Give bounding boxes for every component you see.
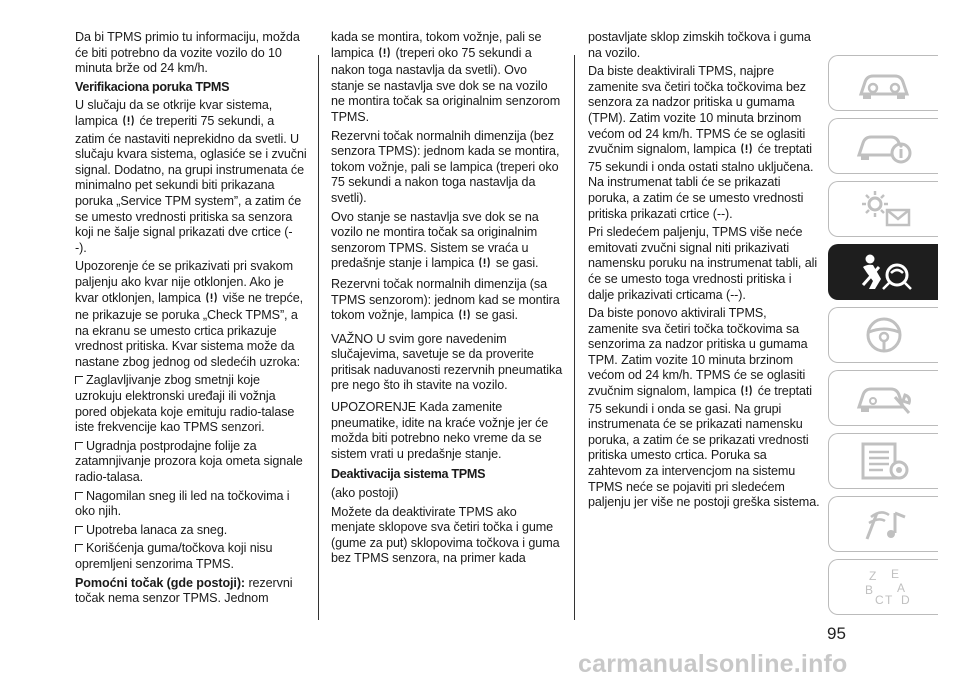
multimedia-icon [853,503,915,545]
section-heading-tpms-verification: Verifikaciona poruka TPMS [75,79,230,94]
chapter-tabs [828,55,938,622]
index-letter-d: D [900,593,910,607]
tpms-warning-icon [478,256,491,274]
section-heading-tpms-deactivation: Deaktivacija sistema TPMS [331,467,486,482]
index-letter-b: B [864,583,873,597]
index-letter-z: Z [868,569,876,583]
paragraph: U slučaju da se otkrije kvar sistema, lampica će treperiti 75 sekundi, a zatim će nastaviti neprekidno da svetli. U slučaju kvara sistema, oglasiće se i zvučni signal. Dodatno, na grupi instrumenata će minimalno pet sekundi biti prikazana poruka „Service TPM system”, a zatim će se umesto vrednosti pritiska sa senzora koji ne šalje signal prikazati dve crtice (- -). [75,98,307,255]
tab-multimedia[interactable] [828,496,938,552]
tab-safety[interactable] [828,244,938,300]
tab-driving[interactable] [828,307,938,363]
important-note: VAŽNO U svim gore navedenim slučajevima, savetuje se da proverite pritisak naduvanosti rezervnih pneumatika pre nego što ih stavite na vozilo. [331,331,563,393]
tpms-warning-icon [740,142,753,160]
tpms-warning-icon [458,308,471,326]
bullet-icon [75,442,83,450]
seatbelt-airbag-icon [853,251,915,293]
paragraph: Rezervni točak normalnih dimenzija (bez senzora TPMS): jednom kada se montira, tokom vožnje, pali se lampica (treperi oko 75 sekundi a nakon toga nastavlja da svetli). [331,128,560,205]
tpms-warning-icon [205,291,218,309]
bullet-item: Upotreba lanaca za sneg. [75,523,307,539]
bullet-item: Nagomilan sneg ili led na točkovima i oko njih. [75,488,290,519]
tab-maintenance[interactable] [828,433,938,489]
car-info-icon [853,125,915,167]
index-letter-a: A [896,581,905,595]
index-letter-e: E [890,567,899,581]
bullet-icon [75,544,83,552]
tpms-warning-icon [378,46,391,64]
steering-wheel-icon [853,314,915,356]
paragraph: Pomoćni točak (gde postoji): rezervni točak nema senzor TPMS. Jednom [75,575,293,606]
column-divider [574,55,575,620]
bullet-item: Ugradnja postprodajne folije za zatamnjivanje prozora koja ometa signale radio-talasa. [75,438,303,485]
bullet-item: Zaglavljivanje zbog smetnji koje uzrokuju elektronski uređaji ili vožnja pored objekata koje emituju radio-talase iste frekvencije kao TPMS senzori. [75,373,295,435]
warning-lights-icon [853,188,915,230]
watermark: carmanualsonline.info [578,650,848,678]
paragraph: kada se montira, tokom vožnje, pali se lampica (treperi oko 75 sekundi a nakon toga nastavlja da svetli). Ovo stanje se nastavlja sve dok se na vozilo ne montira točak sa originalnim senzorom TPMS. [331,30,561,124]
alphabetical-index-icon [853,566,915,608]
paragraph: Da bi TPMS primio tu informaciju, možda će biti potrebno da vozite vozilo do 10 minuta brže od 24 km/h. [75,30,300,76]
paragraph: Da biste ponovo aktivirali TPMS, zamenite sva četiri točka točkovima sa senzorima za nadzor pritiska u gumama TPM. Zatim vozite 10 minuta brzinom većom od 24 km/h. TPMS će se oglasiti zvučnim signalom, lampica će treptati 75 sekundi i onda se gasi. Na grupi instrumenata će se prikazati namensku poruka, a zatim će se prikazati vrednosti pritiska umesto crtica. Poruka sa zahtevom za intervencjom na sistemu TPMS neće se pojaviti pri sledećem paljenju jer više ne postoji greška sistema. [588,306,820,510]
bullet-icon [75,376,83,384]
paragraph: Upozorenje će se prikazivati pri svakom paljenju ako kvar nije otklonjen. Ako je kvar otklonjen, lampica više ne trepće, ne prikazuje se poruka „Check TPMS”, a na ekranu se umesto crtica prikazuje vrednost pritiska. Kvar sistema može da nastane zbog jednog od sledećih uzroka: [75,259,304,369]
bullet-icon [75,526,83,534]
tpms-warning-icon [740,384,753,402]
car-dashboard-icon [853,62,915,104]
paragraph: Pri sledećem paljenju, TPMS više neće emitovati zvučni signal niti prikazivati namensku poruku na instrumenat tabli, ali će se umesto toga vrednosti pritiska i dalje prikazivati crticama (--). [588,225,818,302]
tab-emergency[interactable] [828,370,938,426]
paragraph: Ovo stanje se nastavlja sve dok se na vozilo ne montira točak sa originalnim senzorom TPMS. Sistem se vraća u predašnje stanje i lampica se gasi. [331,210,563,274]
bullet-item: Korišćenja guma/točkova koji nisu opremljeni senzorima TPMS. [75,541,273,571]
index-letter-t: T [884,593,892,607]
paragraph: Možete da deaktivirate TPMS ako menjate sklopove sva četiri točka i gume (gume za put) sklopovima točkova i guma bez TPMS senzora, na primer kada [331,504,560,566]
paragraph: Da biste deaktivirali TPMS, najpre zamenite sva četiri točka točkovima bez senzora za nadzor pritiska u gumama (TPM). Zatim vozite 10 minuta brzinom većom od 24 km/h. TPMS će se oglasiti zvučnim signalom, lampica će treptati 75 sekundi i onda ostati stalno uključena. Na instrumenat tabli će se prikazati poruka, a zatim će se umesto vrednosti pritiska prikazati crtice (--). [588,64,814,221]
text-column-2 [331,30,563,570]
maintenance-list-icon [853,440,915,482]
tab-warning-lights[interactable] [828,181,938,237]
tpms-warning-icon [122,114,135,132]
index-letter-c: C [874,593,884,607]
warning-note: UPOZORENJE Kada zamenite pneumatike, idite na kraće vožnje jer će možda biti potrebno neko vreme da se sistem vrati u predašnje stanje. [331,400,549,461]
text-column-1 [75,30,307,610]
paragraph: postavljate sklop zimskih točkova i guma na vozilo. [588,30,811,60]
tab-index[interactable] [828,559,938,615]
column-divider [318,55,319,620]
text-column-3 [588,30,820,514]
tab-dashboard[interactable] [828,55,938,111]
tab-vehicle-info[interactable] [828,118,938,174]
car-tools-icon [853,377,915,419]
paragraph: (ako postoji) [331,486,399,501]
paragraph: Rezervni točak normalnih dimenzija (sa TPMS senzorom): jednom kad se montira tokom vožnje, lampica se gasi. [331,277,563,326]
page-number: 95 [827,624,846,643]
bullet-icon [75,492,83,500]
